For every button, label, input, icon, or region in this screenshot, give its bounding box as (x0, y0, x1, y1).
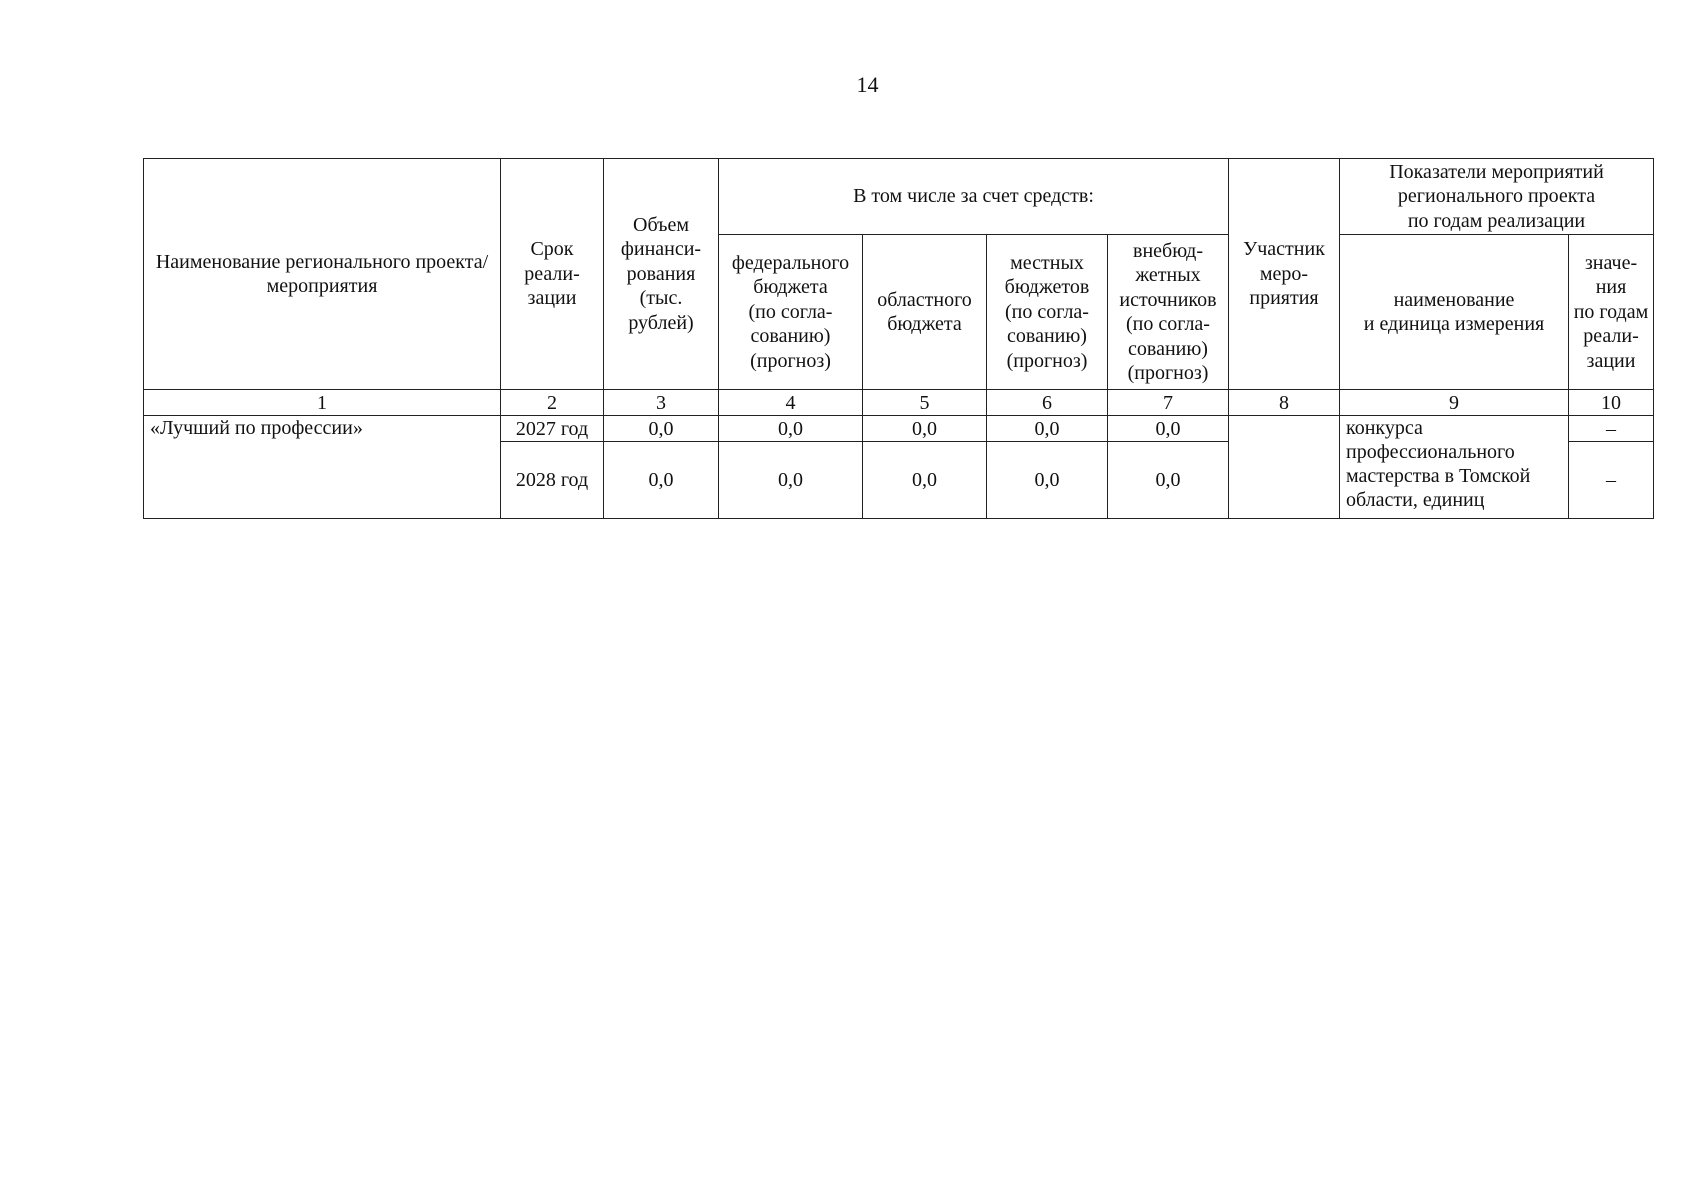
header-off-budget: внебюд- жетных источников (по согла- сованию) (прогноз) (1108, 235, 1229, 390)
column-number-row (144, 390, 1654, 416)
header-project-name: Наименование регионального проекта/мероприятия (144, 159, 501, 390)
header-local-budgets: местных бюджетов (по согла- сованию) (прогноз) (987, 235, 1108, 390)
local-cell: 0,0 (987, 416, 1108, 442)
column-number: 3 (604, 390, 719, 416)
header-federal-budget: федерального бюджета (по согла- сованию) (прогноз) (719, 235, 863, 390)
header-indicators: Показатели мероприятий регионального проекта по годам реализации (1340, 159, 1654, 235)
header-indicator-name: наименование и единица измерения (1340, 235, 1569, 390)
financing-cell: 0,0 (604, 442, 719, 519)
header-regional-budget: областного бюджета (863, 235, 987, 390)
column-number: 4 (719, 390, 863, 416)
table-row (144, 416, 1654, 442)
indicator-name-cell: конкурса профессионального мастерства в Томской области, единиц (1340, 416, 1569, 519)
column-number: 9 (1340, 390, 1569, 416)
header-including-sources: В том числе за счет средств: (719, 159, 1229, 235)
column-number: 1 (144, 390, 501, 416)
header-financing-volume: Объем финанси- рования (тыс. рублей) (604, 159, 719, 390)
header-indicator-values: значе- ния по годам реали- зации (1569, 235, 1654, 390)
column-number: 5 (863, 390, 987, 416)
column-number: 7 (1108, 390, 1229, 416)
indicator-value-cell: – (1569, 442, 1654, 519)
column-number: 8 (1229, 390, 1340, 416)
column-number: 6 (987, 390, 1108, 416)
page-number: 14 (856, 72, 879, 97)
column-number: 2 (501, 390, 604, 416)
project-name-cell: «Лучший по профессии» (144, 416, 501, 519)
regional-cell: 0,0 (863, 416, 987, 442)
financing-table (143, 158, 1654, 519)
header-participant: Участник меро- приятия (1229, 159, 1340, 390)
participant-cell (1229, 416, 1340, 519)
financing-cell: 0,0 (604, 416, 719, 442)
period-cell: 2028 год (501, 442, 604, 519)
column-number: 10 (1569, 390, 1654, 416)
federal-cell: 0,0 (719, 416, 863, 442)
header-period: Срок реали- зации (501, 159, 604, 390)
off-budget-cell: 0,0 (1108, 442, 1229, 519)
period-cell: 2027 год (501, 416, 604, 442)
local-cell: 0,0 (987, 442, 1108, 519)
regional-cell: 0,0 (863, 442, 987, 519)
federal-cell: 0,0 (719, 442, 863, 519)
off-budget-cell: 0,0 (1108, 416, 1229, 442)
header-row-top (144, 159, 1654, 235)
indicator-value-cell: – (1569, 416, 1654, 442)
